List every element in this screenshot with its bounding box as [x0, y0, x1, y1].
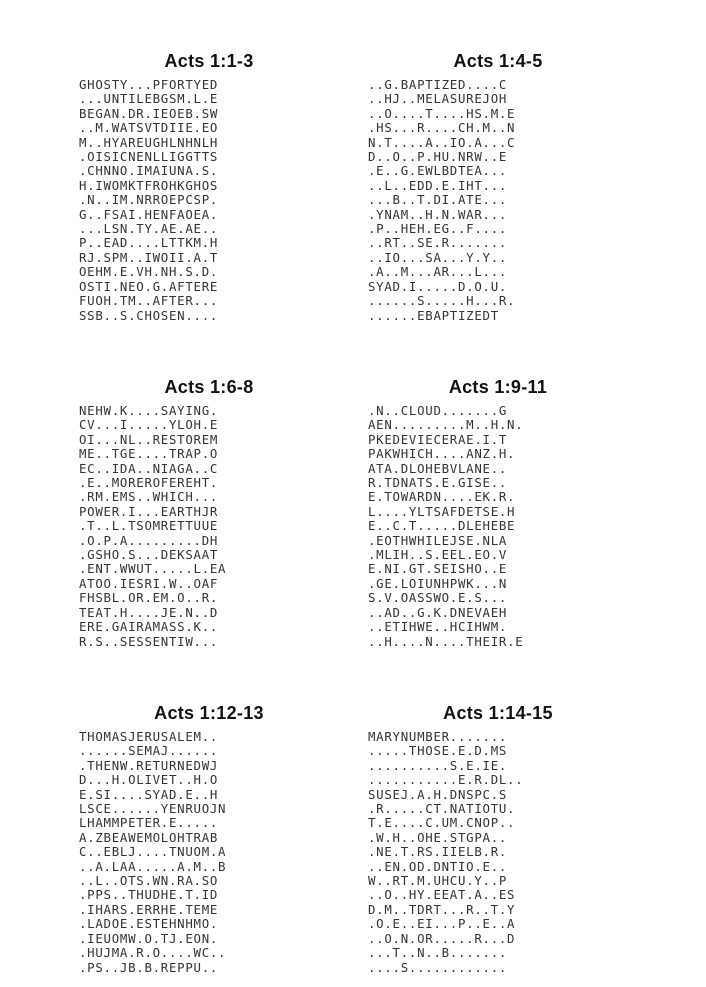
grid-row: .IHARS.ERRHE.TEME [79, 901, 219, 917]
grid-row: E.SI....SYAD.E..H [79, 786, 219, 802]
grid-row: R.S..SESSENTIW... [79, 633, 219, 649]
grid-row: .PS..JB.B.REPPU.. [79, 959, 219, 975]
grid-row: D...H.OLIVET..H.O [79, 772, 219, 788]
puzzle-title: Acts 1:14-15 [443, 703, 553, 723]
grid-row: AEN.........M..H.N. [368, 417, 524, 433]
grid-row: ..........S.E.IE. [368, 757, 508, 773]
puzzle-acts-1-14-15 [368, 702, 628, 975]
grid-row: .EOTHWHILEJSE.NLA [368, 532, 508, 548]
grid-row: .R.....CT.NATIOTU. [368, 801, 516, 817]
grid-row: BEGAN.DR.IEOEB.SW [79, 105, 219, 121]
grid-row: ..M.WATSVTDIIE.EO [79, 120, 219, 136]
grid-row: W..RT.M.UHCU.Y..P [368, 873, 508, 889]
grid-row: ATOO.IESRI.W..OAF [79, 575, 219, 591]
grid-row: D..O..P.HU.NRW..E [368, 149, 508, 165]
grid-row: .NE.T.RS.IIELB.R. [368, 844, 508, 860]
grid-row: ..H....N....THEIR.E [368, 633, 524, 649]
grid-row: .RM.EMS..WHICH... [79, 489, 219, 505]
grid-row: EC..IDA..NIAGA..C [79, 460, 219, 476]
letter-grid [79, 730, 339, 975]
grid-row: P..EAD....LTTKM.H [79, 235, 219, 251]
grid-row: ..L..OTS.WN.RA.SO [79, 873, 219, 889]
puzzle-acts-1-4-5 [368, 50, 628, 323]
puzzle-title: Acts 1:4-5 [453, 51, 543, 71]
grid-row: .N..CLOUD.......G [368, 403, 508, 418]
grid-row: ...B..T.DI.ATE... [368, 192, 508, 208]
grid-row: .E..MOREROFEREHT. [79, 475, 219, 491]
puzzle-title: Acts 1:1-3 [164, 51, 254, 71]
puzzle-acts-1-12-13 [79, 702, 339, 975]
grid-row: ..IO...SA...Y.Y.. [368, 249, 508, 265]
grid-row: PAKWHICH....ANZ.H. [368, 446, 516, 462]
grid-row: ATA.DLOHEBVLANE.. [368, 460, 508, 476]
grid-row: FHSBL.OR.EM.O..R. [79, 590, 219, 606]
grid-row: ..EN.OD.DNTIO.E.. [368, 858, 508, 874]
grid-row: .PPS..THUDHE.T.ID [79, 887, 219, 903]
grid-row: ......SEMAJ...... [79, 743, 219, 759]
grid-row: .T..L.TSOMRETTUUE [79, 518, 219, 534]
letter-grid [368, 730, 628, 975]
grid-row: ..O....T....HS.M.E [368, 105, 516, 121]
grid-row: G..FSAI.HENFAOEA. [79, 206, 219, 222]
grid-row: N.T....A..IO.A...C [368, 134, 516, 150]
grid-row: ..L..EDD.E.IHT... [368, 177, 508, 193]
grid-row: C..EBLJ....TNUOM.A [79, 844, 227, 860]
grid-row: D.M..TDRT...R..T.Y [368, 901, 516, 917]
grid-row: TEAT.H....JE.N..D [79, 604, 219, 620]
puzzle-title: Acts 1:12-13 [154, 703, 264, 723]
grid-row: E.TOWARDN....EK.R. [368, 489, 516, 505]
grid-row: SSB..S.CHOSEN.... [79, 307, 219, 323]
grid-row: H.IWOMKTFROHKGHOS [79, 177, 219, 193]
grid-row: .IEUOMW.O.TJ.EON. [79, 930, 219, 946]
grid-row: L....YLTSAFDETSE.H [368, 503, 516, 519]
grid-row: T.E....C.UM.CNOP.. [368, 815, 516, 831]
letter-grid [79, 404, 339, 649]
grid-row: ...........E.R.DL.. [368, 772, 524, 788]
grid-row: ..A.LAA.....A.M..B [79, 858, 227, 874]
grid-row: S.V.OASSWO.E.S... [368, 590, 508, 606]
grid-row: .A..M...AR...L... [368, 264, 508, 280]
grid-row: E..C.T.....DLEHEBE [368, 518, 516, 534]
grid-row: POWER.I...EARTHJR [79, 503, 219, 519]
grid-row: ..O.N.OR.....R...D [368, 930, 516, 946]
grid-row: .MLIH..S.EEL.EO.V [368, 547, 508, 563]
puzzle-acts-1-9-11 [368, 376, 628, 649]
grid-row: .GE.LOIUNHPWK...N [368, 575, 508, 591]
grid-row: ME..TGE....TRAP.O [79, 446, 219, 462]
puzzle-title: Acts 1:9-11 [448, 377, 548, 397]
grid-row: .N..IM.NRROEPCSP. [79, 192, 219, 208]
letter-grid [368, 78, 628, 323]
grid-row: SYAD.I.....D.O.U. [368, 278, 508, 294]
puzzle-title: Acts 1:6-8 [164, 377, 254, 397]
grid-row: ..O..HY.EEAT.A..ES [368, 887, 516, 903]
grid-row: .O.P.A.........DH [79, 532, 219, 548]
grid-row: ......S.....H...R. [368, 293, 516, 309]
grid-row: FUOH.TM..AFTER... [79, 293, 219, 309]
grid-row: CV...I.....YLOH.E [79, 417, 219, 433]
grid-row: ...T..N..B....... [368, 945, 508, 961]
grid-row: R.TDNATS.E.GISE.. [368, 475, 508, 491]
grid-row: THOMASJERUSALEM.. [79, 729, 219, 744]
grid-row: OEHM.E.VH.NH.S.D. [79, 264, 219, 280]
grid-row: RJ.SPM..IWOII.A.T [79, 249, 219, 265]
grid-row: .HUJMA.R.O....WC.. [79, 945, 227, 961]
letter-grid [368, 404, 628, 649]
grid-row: PKEDEVIECERAE.I.T [368, 431, 508, 447]
grid-row: ...LSN.TY.AE.AE.. [79, 221, 219, 237]
puzzle-acts-1-1-3 [79, 50, 339, 323]
grid-row: SUSEJ.A.H.DNSPC.S [368, 786, 508, 802]
grid-row: NEHW.K....SAYING. [79, 403, 219, 418]
grid-row: GHOSTY...PFORTYED [79, 77, 219, 92]
grid-row: OI...NL..RESTOREM [79, 431, 219, 447]
grid-row: .YNAM..H.N.WAR... [368, 206, 508, 222]
grid-row: ..G.BAPTIZED....C [368, 77, 508, 92]
grid-row: .O.E..EI...P..E..A [368, 916, 516, 932]
grid-row: ......EBAPTIZEDT [368, 307, 499, 323]
grid-row: ..RT..SE.R....... [368, 235, 508, 251]
letter-grid [79, 78, 339, 323]
grid-row: .THENW.RETURNEDWJ [79, 757, 219, 773]
grid-row: .P..HEH.EG..F.... [368, 221, 508, 237]
grid-row: .HS...R....CH.M..N [368, 120, 516, 136]
grid-row: .GSHO.S...DEKSAAT [79, 547, 219, 563]
grid-row: ..HJ..MELASUREJOH [368, 91, 508, 107]
grid-row: ..AD..G.K.DNEVAEH [368, 604, 508, 620]
grid-row: M..HYAREUGHLNHNLH [79, 134, 219, 150]
grid-row: ...UNTILEBGSM.L.E [79, 91, 219, 107]
grid-row: .LADOE.ESTEHNHMO. [79, 916, 219, 932]
grid-row: LSCE......YENRUOJN [79, 801, 227, 817]
grid-row: ....S............ [368, 959, 508, 975]
grid-row: .....THOSE.E.D.MS [368, 743, 508, 759]
grid-row: LHAMMPETER.E..... [79, 815, 219, 831]
grid-row: .W.H..OHE.STGPA.. [368, 829, 508, 845]
grid-row: OSTI.NEO.G.AFTERE [79, 278, 219, 294]
grid-row: MARYNUMBER....... [368, 729, 508, 744]
grid-row: ..ETIHWE..HCIHWM. [368, 619, 508, 635]
grid-row: E.NI.GT.SEISHO..E [368, 561, 508, 577]
grid-row: .CHNNO.IMAIUNA.S. [79, 163, 219, 179]
grid-row: .OISICNENLLIGGTTS [79, 149, 219, 165]
grid-row: A.ZBEAWEMOLOHTRAB [79, 829, 219, 845]
puzzle-acts-1-6-8 [79, 376, 339, 649]
grid-row: .E..G.EWLBDTEA... [368, 163, 508, 179]
grid-row: .ENT.WWUT.....L.EA [79, 561, 227, 577]
grid-row: ERE.GAIRAMASS.K.. [79, 619, 219, 635]
